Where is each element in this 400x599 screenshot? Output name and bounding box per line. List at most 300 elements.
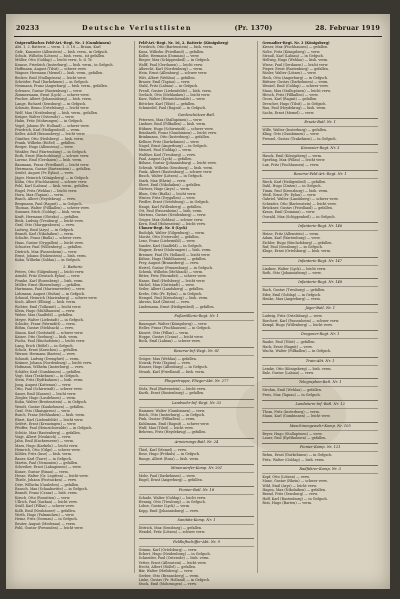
casualty-entry: Hellwig, Hugo (Wehlau) — bish. verm. — [262, 58, 329, 63]
casualty-entry: Rausch, Max (Schaaksvitte) — in Gefgsch. — [15, 487, 88, 492]
casualty-entry: Sperling, Max (Pillau) — leicht verw. — [262, 158, 326, 163]
casualty-entry: Wille, Walter (Insterburg) — gefallen. — [262, 127, 328, 132]
casualty-entry: Köhler, Fritz (Inse) — bish. verm. — [15, 452, 73, 457]
casualty-entry: Roth, Ernst (Bischofsburg) — schwer verw. — [15, 153, 90, 158]
casualty-entry: Nolte, Fritz (Königsberg) — verw. — [262, 49, 321, 54]
casualty-entry: Gerber, Otto (Braunsberg) — verm. — [138, 573, 200, 578]
unit-heading: Feld-Art.-Regt. Nr. 16, 2. Batterie (Königsberg) — [138, 41, 229, 45]
casualty-entry: Richter, Emil (Tolkemit) — leicht verw. — [15, 304, 82, 309]
casualty-entry: Kopf, Otto (Lötzen) — verw. — [262, 474, 310, 479]
casualty-entry: Winter, Fritz (Drygallen) — verw. — [138, 196, 196, 201]
casualty-entry: Haas, Gustav (Drygallen) — leicht verw. — [15, 240, 84, 245]
section-heading: Kürassier-Regt. Nr. 3 — [262, 144, 378, 153]
casualty-entry: Rieger, Max (Schippenbeil) — in Gefgsch. — [138, 58, 211, 63]
casualty-entry: Behrens, Fritz (Heydekrug) — gefallen. — [138, 430, 207, 435]
casualty-entry: Wendel, Fritz (Lötzen) — schwer verw. — [138, 530, 206, 535]
casualty-entry: Gross, Karl (Ragnit) — gefallen. — [262, 97, 318, 102]
unit-heading: Grenadier-Regt. Nr. 3 (Königsberg) — [262, 41, 330, 45]
casualty-entry: Brauer, Emil (Tapiau) — verw. — [138, 80, 191, 85]
section-heading: Radfahrer-Komp. Nr. 3 — [262, 465, 378, 474]
section-heading: Pionier-Batl. Nr. 18 — [139, 486, 255, 495]
casualty-entry: Kunze, Gustav (Rinau) — verm. — [15, 469, 69, 474]
casualty-entry: Lohse, Gustav (Lyck) — verm. — [138, 504, 191, 509]
casualty-entry: Raabe, Paul (Tilsit) — gefallen. — [262, 340, 316, 345]
casualty-entry: Manz, Gustav (Rhein) — schwer verw. — [262, 479, 328, 484]
casualty-entry: Maas, Max (Stallupönen) — leicht verw. — [262, 88, 331, 93]
casualty-entry: Wirth, Hugo (Palmnicken) — verw. — [15, 513, 75, 518]
casualty-entry: Gefr., Kanonier (Allenstein) — bish. verm., in Gefgsch. — [15, 49, 109, 54]
casualty-entry: Kunert, Otto (Pillau) — verm. — [138, 330, 190, 335]
casualty-entry: Busch, Albert (Heydekrug) — verw. — [15, 197, 76, 202]
casualty-entry: Ruf, Paul (Sensburg) — in Gefgsch. — [262, 245, 323, 250]
casualty-entry: Hack, Ernst (Ragnit) — verw. — [262, 344, 313, 349]
casualty-entry: Sauer, Emil (Kussen) — leicht verw. — [15, 391, 77, 396]
casualty-entry: Vetter, Ernst (Allenstein) — leicht verw. — [138, 560, 207, 565]
casualty-entry: Mann, Karl (Gumbinnen) — leicht verw. — [262, 414, 331, 419]
casualty-entry: Thomas, Walter (Pillkallen) — schwer verw. — [15, 206, 90, 211]
casualty-entry: Bär, Walter (Heilsberg) — verw. — [138, 569, 194, 574]
casualty-entry: Engel, Ernst (Angerburg) — gefallen. — [138, 478, 203, 483]
page-number: 20233 — [16, 24, 40, 32]
casualty-entry: Klein, Hugo (Mühlhausen) — verw. — [15, 308, 76, 313]
casualty-entry: Wiese, Paul (Gerdauen) — leicht verw. — [262, 62, 329, 67]
section-heading: Infanterie-Regt. Nr. 148 — [262, 278, 378, 287]
casualty-entry: Lange, Richard (Sensburg) — in Gefgsch. — [15, 101, 87, 106]
casualty-entry: Sander, Karl (Saalfeld) — in Gefgsch. — [138, 243, 203, 248]
casualty-entry: Kluge, Ernst (Ortelsburg) — bish. verm. — [262, 249, 332, 254]
casualty-entry: Winkler, Paul (Wartenburg) — in Gefgsch. — [15, 149, 87, 154]
section-heading: Ersatz-Batl. Nr. 1 — [262, 118, 378, 127]
casualty-entry: Pohl, Gustav (Powunden) — leicht verw. — [15, 526, 84, 531]
section-heading: Landsturm-Inf.-Batl. Nr. 12 — [262, 400, 378, 409]
casualty-entry: Sommer, Erich (Goldap) — bish. verm. — [15, 210, 82, 215]
casualty-entry: Ludwig, Emil (Arys) — in Gefgsch. — [15, 227, 75, 232]
casualty-entry: Sachs, Ernst (Memel) — verw. — [262, 110, 315, 115]
casualty-entry: Grimm, Karl (Ortelsburg) — verw. — [138, 547, 198, 552]
casualty-entry: Gerlach, Otto (Mehlauken) — leicht verw. — [138, 93, 211, 98]
casualty-entry: Beyer, Hugo (Stallupönen) — verw. — [262, 431, 323, 436]
casualty-entry: Peters, Otto (Gilgenburg) — leicht verw. — [15, 269, 85, 274]
casualty-entry: Schulte, Franz (Bialla) — schwer verw. — [15, 236, 82, 241]
casualty-entry: Krämer, Johann (Nordenburg) — leicht verw. — [15, 361, 92, 366]
casualty-entry: Kuhn, Wilhelm (Soldau) — in Gefgsch. — [15, 258, 81, 263]
casualty-entry: Hertel, Gustav (Frauenburg) — in Gefgsch. — [138, 265, 213, 270]
casualty-entry: Walther, Karl (Treuburg) — verw. — [138, 152, 196, 157]
casualty-entry: Frey, August (Braunsberg) — verw. — [138, 261, 199, 266]
casualty-entry: Graf, Otto (Marggrabowa) — verw. — [15, 223, 75, 228]
casualty-entry: Weber, Max (Saalfeld) — gefallen. — [15, 313, 74, 318]
casualty-entry: Kurz, Walter (Heinrichswalde) — verw. — [138, 97, 206, 102]
casualty-entry: Becker, Emil (Stallupönen) — leicht verw. — [15, 75, 87, 80]
casualty-entry: Gärtner, Hugo (Arys) — verm. — [138, 187, 191, 192]
casualty-entry: Hoff, Karl (Rastenburg) — in Gefgsch. — [262, 496, 328, 501]
casualty-entry: Pfeiffer, Paul (Heinrichswalde) — in Gefgsch. — [15, 426, 93, 431]
section-heading: Feldluftschiffer-Abt. Nr. 9 — [139, 538, 255, 547]
casualty-entry: Kraft, Hermann (Oletzko) — gefallen. — [15, 214, 80, 219]
casualty-entry: Hartmann, Paul (Marienwerder) — verw. — [15, 287, 86, 292]
section-heading: Minenwerfer-Komp. Nr. 201 — [139, 464, 255, 473]
casualty-entry: Wolf, Max (Neidenburg) — bish. verm., gefallen. — [15, 110, 99, 115]
casualty-entry: Kolb, Emil (Neuhäuser) — gefallen. — [15, 508, 76, 513]
casualty-entry: Wulf, Max (Tilsit) — leicht verw. — [138, 426, 194, 431]
casualty-entry: Hoppe, Gustav (Cranz) — leicht verw. — [138, 335, 204, 339]
casualty-entry: Hofmann, Wilhelm (Insterburg) — verw. — [15, 365, 84, 370]
casualty-entry: Keller, Adolf (Braunsberg) — leicht verw. — [15, 132, 86, 137]
casualty-entry: Schenk, Wilhelm (Mehlsack) — verm. — [138, 269, 204, 274]
casualty-entry: Ahrens, Karl (Zinten) — verw. — [138, 300, 190, 305]
casualty-entry: Michel, Max (Guttstadt) — verw. — [138, 282, 195, 287]
casualty-entry: Herrmann, Gustav (Bartenstein) — gefallen. — [15, 166, 92, 171]
casualty-entry: Wild, Emil (Arys) — leicht verw. — [262, 483, 317, 488]
casualty-entry: Lindemann, Ernst (Heiligenbeil) — gefallen. — [138, 304, 215, 309]
casualty-entry: Ernst, Johann (Hohenstein) — bish. verm. — [15, 253, 87, 258]
casualty-entry: Paul, August (Lyck) — gefallen. — [138, 156, 193, 161]
casualty-entry: Fritz, Walter (Goldap) — bish. verm. — [262, 457, 325, 462]
casualty-entry: Heine, Fritz (Allenstein) — verm. — [262, 232, 320, 236]
casualty-entry: Martin, Paul (Nemonien) — gefallen. — [15, 461, 79, 465]
casualty-entry: Wagner, Hermann (Memel) — bish. verm., gefallen. — [15, 71, 104, 76]
casualty-entry: Hagen, Max (Nikolaiken) — gefallen. — [262, 487, 326, 492]
casualty-entry: Baumgart, Walter (Königsberg) — verw. — [138, 321, 208, 326]
casualty-entry: Busch, Franz (Mehlauken) — bish. verm. — [15, 413, 86, 418]
casualty-entry: Büttner, Gustav (Darkehmen) — verm. — [262, 80, 329, 85]
casualty-entry: Schuster, Paul (Willenberg) — gefallen. — [15, 245, 83, 250]
casualty-entry: Reinhardt, Franz (Gumbinnen) — leicht verw. — [138, 130, 217, 135]
casualty-entry: Seidl, Karl (Pillau) — schwer verw. — [15, 504, 75, 509]
casualty-entry: Baumann, Franz (Friedland) — leicht verw. — [15, 162, 90, 167]
casualty-entry: Fuchs, Paul (Bischofstein) — leicht verw. — [15, 339, 86, 344]
casualty-entry: Runge, Albert (Russ) — bish. verm. — [138, 456, 200, 461]
casualty-entry: Petersen, Max (Stallupönen) — verw. — [138, 117, 203, 122]
casualty-entry: Kunz, Wilhelm (Friedland) — gefallen. — [138, 49, 205, 54]
casualty-entry: Kieser, Max (Fischhausen) — gefallen. — [262, 45, 329, 50]
casualty-entry: Thom, Fritz (Insterburg) — verm. — [262, 409, 320, 414]
casualty-entry: Schütz, Max (Rautenberg) — gefallen. — [15, 430, 81, 435]
casualty-entry: Oswald, Max (Schippenbeil) — in Gefgsch. — [262, 214, 336, 219]
casualty-entry: Schmiedel, Paul (Ragnit) — in Gefgsch. — [138, 106, 207, 111]
casualty-entry: Engel, Fritz (Wehlau) — leicht verw. — [15, 188, 78, 193]
casualty-entry: Seiler, Albert (Landsberg) — gefallen. — [138, 287, 204, 292]
casualty-entry: Lang, Erich (Rößel) — in Gefgsch. — [15, 343, 74, 348]
casualty-entry: Reich, Otto (Insterburg) — in Gefgsch. — [138, 413, 206, 418]
casualty-entry: Schröder, Paul (Darkehmen) — in Gefgsch. — [15, 80, 89, 85]
casualty-entry: Jäger, Heinrich (Königsberg) — in Gefgsch. — [15, 175, 90, 180]
casualty-entry: Eckert, Hugo (Neidenburg) — in Gefgsch. — [138, 551, 211, 556]
casualty-entry: Zimmermann, Ernst (Lyck) — schwer verw. — [15, 93, 90, 98]
casualty-entry: Timm, Paul (Kreuzburg) — bish. verm. — [262, 188, 329, 193]
casualty-entry: Marx, Hugo (Karkeln) — leicht verw. — [15, 443, 79, 448]
section-heading: Jäger-Batl. Nr. 1 — [262, 304, 378, 313]
casualty-entry: Preis, Max (Tapiau) — in Gefgsch. — [262, 392, 321, 397]
casualty-entry: Scholz, Ernst (Korschen) — gefallen. — [15, 348, 79, 353]
casualty-entry: Rieck, Karl (Heiligenbeil) — gefallen. — [262, 179, 327, 184]
section-heading: Reserve-Inf.-Regt. Nr. 81 — [139, 347, 255, 356]
casualty-entry: Menzel, Paul (Goldap) — verm. — [138, 148, 193, 153]
casualty-entry: Bauer, Karl (Tawe) — in Gefgsch. — [15, 456, 72, 461]
casualty-entry: Ebert, Karl (Liebenfelde) — leicht verw. — [15, 417, 84, 422]
casualty-entry: Böhm, Gustav (Mehlsack) — verw. — [15, 326, 74, 331]
casualty-entry: Hübner, Hugo (Schirwindt) — schwer verw. — [138, 126, 214, 131]
casualty-entry: Friedrich, Karl (Heiligenbeil) — verm. — [15, 127, 81, 132]
casualty-entry: Beck, Ludwig (Treuburg) — leicht verw. — [15, 219, 84, 224]
section-heading: Dragoner-Regt. Nr. 1 — [262, 330, 378, 339]
casualty-entry: Franke, Karl (Rosenberg) — bish. verm. — [15, 278, 84, 283]
casualty-entry: Nagel, Ernst (Angerburg) — in Gefgsch. — [138, 143, 208, 148]
casualty-entry: Nowak, Fritz (Tapiau) — verw. — [138, 361, 191, 366]
casualty-entry: Jung, August (Kattenau) — verw. — [15, 382, 72, 387]
casualty-entry: Borchert, Karl (Passenheim) — schwer verw. — [262, 318, 340, 323]
casualty-entry: Dietrich, Max (Passenheim) — verw. — [15, 249, 78, 254]
casualty-entry: Stock, Emil (Mohrungen) — verw. — [138, 582, 197, 587]
casualty-entry: Hammer, Walter (Gumbinnen) — verw. — [138, 408, 206, 413]
casualty-entry: Lenz, Franz (Liebemühl) — verw. — [138, 239, 196, 244]
casualty-entry: Hirsch, Fritz (Pillkallen) — verw. — [262, 93, 319, 98]
subsection-heading: 2. Batterie — [63, 264, 83, 269]
casualty-entry: Neumann, Franz (Angerburg) — bish. verm., gefallen. — [15, 84, 108, 89]
casualty-entry: Gröger, Max (Wehlau) — gefallen. — [138, 356, 197, 361]
casualty-entry: Dörr, Wilhelm (Gauleden) — gefallen. — [15, 482, 80, 487]
casualty-entry: Eichler, Hugo (Bischofsburg) — gefallen. — [262, 240, 333, 245]
casualty-entry: Fiedler, Ernst (Ortelsburg) — in Gefgsch. — [138, 200, 210, 205]
casualty-entry: Wolff, Paul (Gerdauen) — leicht verw. — [138, 62, 203, 67]
casualty-entry: Ullrich, Paul (Sarkau) — leicht verw. — [15, 500, 78, 505]
casualty-entry: Schwab, Wilhelm (Sensburg) — bish. verm. — [138, 165, 214, 170]
casualty-entry: Hecht, Albert (Rößel) — gefallen. — [138, 564, 197, 569]
casualty-entry: Brand, Fritz (Sensburg) — verw. — [262, 492, 318, 497]
casualty-entry: Stahl, Fritz (Labiau) — in Gefgsch. — [138, 84, 199, 89]
casualty-entry: Blum, Otto (Bialla) — leicht verw. — [138, 191, 197, 196]
casualty-entry: Arnold, Fritz (Deutsch Eylau) — verw. — [15, 274, 81, 279]
casualty-entry: Strohm, Emil (Wehlau) — gefallen. — [262, 388, 322, 393]
casualty-entry: Wendt, Gustav (Kaukehmen) — gefallen. — [15, 404, 85, 409]
casualty-entry: Brückner, Gustav (Friedland) — gefallen. — [262, 205, 333, 210]
casualty-entry: Kraus, Emil (Domnau) — verw. — [262, 210, 316, 215]
casualty-entry: Lehmann, August (Stuhm) — in Gefgsch. — [15, 291, 86, 296]
casualty-entry: Hein, Ernst (Allenburg) — schwer verw. — [138, 71, 208, 76]
casualty-entry: Frank, Wilhelm (Rößel) — gefallen. — [15, 140, 76, 145]
casualty-entry: Kurth, Ernst (Rastenburg) — gefallen. — [138, 391, 205, 396]
section-heading: Armierungs-Batl. Nr. 24 — [139, 438, 255, 447]
section-heading: Pionier-Komp. Nr. 121 — [262, 443, 378, 452]
casualty-entry: Brandt, Karl (Nikolaiken) — verm. — [15, 232, 74, 237]
casualty-entry: Rehm, Ernst (Darkehmen) — in Gefgsch. — [262, 453, 333, 458]
column-1 — [15, 41, 135, 573]
unit-heading: Ostpreußisches Feld-Art.-Regt. Nr. 1 (Gumbinnen) — [15, 41, 111, 45]
casualty-entry: Weiß, Ernst (Pr. Eylau) — verw. — [262, 192, 317, 197]
casualty-entry: Brenner, Paul (Pr. Holland) — leicht verw. — [138, 252, 211, 257]
casualty-entry: Wachs, Walter (Pillkallen) — in Gefgsch. — [262, 349, 332, 354]
casualty-entry: Strauß, Karl (Labiau) — in Gefgsch. — [262, 54, 324, 59]
casualty-entry: Stolz, Paul (Bartenstein) — leicht verw. — [138, 387, 206, 392]
casualty-entry: Berger, Hugo (Allenstein) — verw. — [15, 145, 74, 150]
casualty-entry: Böttcher, Karl (Tilsit) — gefallen. — [138, 101, 196, 106]
casualty-entry: Kling, Otto (Gumbinnen) — verw. — [262, 132, 320, 137]
casualty-entry: Lindner, Emil (Pillkallen) — bish. verm. — [138, 122, 207, 127]
casualty-entry: Vogel, Johann (Pr. Holland) — schwer verw. — [15, 123, 90, 128]
casualty-entry: Friedrich, Otto (Bartenstein) — bish. verm. — [138, 45, 213, 50]
casualty-entry: Rudolph, Walter (Gilgenburg) — verm. — [138, 230, 205, 235]
casualty-entry: Hoffmann, August (Tilsit) — schwer verw. — [15, 67, 87, 72]
casualty-entry: Kellner, Fritz (Darkehmen) — verw. — [138, 139, 200, 144]
casualty-entry: Reuter, August (Medenau) — verm. — [15, 521, 76, 526]
text-columns — [15, 41, 381, 587]
casualty-entry: Kuhlmann, Emil (Ragnit) — schwer verw. — [138, 421, 210, 426]
casualty-entry: Kirsch, Otto (Rossitten) — verw. — [15, 495, 71, 500]
publication-title: Deutsche Verlustlisten — [82, 24, 192, 32]
casualty-entry: Schäfer, Karl (Gumbinnen) — gefallen. — [15, 369, 82, 374]
casualty-entry: Straub, Karl (Friedland) — bish. verm. — [138, 369, 205, 374]
casualty-entry: Schmid, Heinrich (Marienburg) — schwer verw. — [15, 295, 98, 300]
newspaper-page — [6, 14, 390, 589]
casualty-entry: Ebert, Emil (Nikolaiken) — gefallen. — [138, 183, 202, 187]
casualty-entry: Preuß, Gustav (Liebenfelde) — bish. verm. — [138, 88, 212, 93]
casualty-entry: Geiger, Max (Soldau) — schwer verw. — [138, 217, 204, 222]
casualty-entry: Schulze, Franz (Wormditt) — verm. — [15, 322, 76, 326]
casualty-entry: Reis, Hugo (Barten) — verm. — [262, 501, 313, 505]
casualty-entry: Stein, Fritz (Eydtkuhnen) — bish. verm. — [15, 378, 84, 383]
casualty-entry: Balz, Gustav (Labiau) — verw. — [262, 370, 314, 375]
casualty-entry: Kolbe, Hermann (Domnau) — verw. — [138, 54, 200, 59]
casualty-entry: Hahn, Fritz (Mohrungen) — in Gefgsch. — [15, 119, 84, 124]
casualty-entry: Mohr, Paul (Darkehmen) — verw. — [138, 473, 196, 478]
casualty-entry: Jahn, Emil (Kuckerneese) — verm. — [15, 439, 75, 444]
casualty-entry: Kühn, Otto (Fischhausen) — schwer verw. — [15, 180, 88, 184]
section-heading: Fliegertruppe, Flieger-Abt. Nr. 277 — [139, 377, 255, 386]
casualty-entry: Hempel, Paul (Kreuzburg) — bish. verm. — [138, 295, 209, 300]
casualty-entry: Haase, Emil (Heilsberg) — leicht verw. — [138, 278, 206, 283]
section-heading: Telegraphen-Batl. Nr. 1 — [262, 378, 378, 387]
casualty-entry: Fink, Gustav (Pillkallen) — verm. — [138, 417, 196, 422]
casualty-entry: Otto, Paul (Schirwindt) — schwer verw. — [15, 387, 83, 392]
page-header — [16, 22, 380, 34]
casualty-entry: Ritter, Fritz (Wormditt) — schwer verw. — [138, 274, 207, 279]
casualty-entry: Busch, Walter (Lötzen) — in Gefgsch. — [138, 174, 203, 179]
casualty-entry: Heller, Franz (Fischhausen) — in Gefgsch. — [138, 326, 212, 331]
subsection-heading: Gardeschützen-Batl. — [177, 112, 216, 117]
casualty-entry: Brinkmann, Otto (Insterburg) — gefallen. — [138, 135, 210, 140]
casualty-entry: Seidel, August (Pr. Eylau) — verw. — [15, 171, 74, 176]
casualty-entry: Voigt, Albert (Neukirch) — verw. — [15, 434, 72, 439]
casualty-entry: Hennig, Otto (Treuburg) — in Gefgsch. — [138, 499, 206, 504]
casualty-entry: Gabriel, Walter (Landsberg) — schwer verw. — [262, 197, 339, 202]
casualty-entry: Hauck, Emil (Königsberg) — verm. — [262, 153, 323, 158]
casualty-entry: Wenzel, Emil (Goldap) — schwer verw. — [262, 84, 329, 89]
casualty-entry: Heinz, Fritz (Germau) — in Gefgsch. — [15, 517, 78, 522]
casualty-entry: Vogt, Max (Trakehnen) — in Gefgsch. — [15, 374, 80, 379]
casualty-entry: Krüger, Walter (Osterode) — verw. — [15, 114, 75, 119]
casualty-entry: Lauer, Paul (Eydtkuhnen) — gefallen. — [262, 435, 327, 440]
issue-date: 28. Februar 1919 — [315, 24, 380, 32]
casualty-entry: Müller, Otto (Goldap) — leicht verw., b. d. Tr. — [15, 58, 93, 63]
casualty-entry: Fischer, Albert (Johannisburg) — bish. verm. — [15, 97, 92, 102]
casualty-entry: Pieper, Ernst (Rastenburg) — gefallen. — [262, 67, 329, 72]
casualty-entry: Albrecht, Karl (Nordenburg) — verm. — [138, 67, 204, 72]
casualty-entry: Rau, Paul (Heydekrug) — bish. verm. — [262, 106, 327, 111]
casualty-entry: Abt. 1, 2. Batterie — verm. 1. 3. 18 — Braun, Karl — [15, 45, 101, 50]
casualty-entry: Linke, Gustav (Pr. Holland) — in Gefgsch. — [138, 578, 211, 582]
casualty-entry: Koch, Albert (Elbing) — bish. verm. — [15, 300, 77, 305]
casualty-entry: Bergmann, Paul (Ragnit) — in Gefgsch. — [15, 201, 83, 206]
section-heading: Fußartillerie-Regt. Nr. 1 — [139, 312, 255, 321]
casualty-entry: Henke, Max (Angerburg) — verm. — [262, 297, 321, 302]
casualty-entry: Rösler, Walter (Lötzen) — verw. — [262, 71, 317, 76]
casualty-entry: Lux, Fritz (Fischhausen) — verw. — [262, 162, 320, 167]
casualty-entry: Adam, Karl (Wartenburg) — verw. — [262, 236, 321, 241]
casualty-entry: Lindner, Walter (Lyck) — leicht verw. — [262, 266, 327, 271]
casualty-entry: Kern, Emil (Hohenstein) — leicht verw. — [138, 222, 206, 227]
casualty-entry: Krebs, Otto (Pr. Eylau) — in Gefgsch. — [138, 291, 203, 296]
section-heading: Train-Abt. Nr. 1 — [262, 357, 378, 366]
casualty-entry: Ziegler, Hugo (Lasdehnen) — verm. — [15, 395, 77, 400]
casualty-entry: Mertens, Gustav (Neidenburg) — verw. — [138, 213, 207, 218]
casualty-entry: Thiele, Johann (Postnicken) — verw. — [15, 478, 77, 483]
casualty-entry: Moritz, Otto (Osterode) — gefallen. — [138, 235, 200, 240]
casualty-entry: Schmitt, Ludwig (Drengfurt) — verm. — [15, 356, 80, 361]
casualty-entry: Kempf, Hugo (Willenberg) — leicht verw. — [262, 323, 333, 328]
casualty-entry: Heinrich, Otto (Gilge) — schwer verw. — [15, 447, 81, 452]
section-heading: Maschinengewehr-Komp. Nr. 105 — [262, 422, 378, 431]
casualty-entry: Schade, Walter (Goldap) — leicht verw. — [138, 495, 207, 500]
casualty-entry: Thiel, Karl (Memel) — verw. — [138, 447, 187, 452]
casualty-entry: Kuhn, Walter (Breitenstein) — in Gefgsch. — [15, 400, 88, 405]
casualty-entry: Schwarz, Gustav (Rastenburg) — verw. — [15, 88, 83, 93]
casualty-entry: Haupt, Karl (Willenberg) — gefallen. — [138, 204, 202, 209]
casualty-entry: Ott, Paul (Passenheim) — bish. verm. — [138, 209, 203, 214]
section-heading: Infanterie-Regt. Nr. 146 — [262, 222, 378, 231]
section-heading: Sanitäts-Komp. Nr. 1 — [139, 516, 255, 525]
casualty-entry: Brandt, Franz (Cranz) — bish. verm. — [15, 491, 78, 496]
casualty-entry: Kaiser, Otto (Seeburg) — bish. verm. — [15, 335, 79, 340]
casualty-entry: Krause, Friedrich (Insterburg) — bish. verm., in Gefgsch. — [15, 62, 114, 67]
casualty-entry: Funk, Albert (Rastenburg) — schwer verw. — [138, 169, 213, 174]
casualty-entry: Dittrich, Max (Sensburg) — gefallen. — [138, 525, 203, 530]
casualty-entry: Werner, Hermann (Barten) — verw. — [15, 352, 76, 357]
casualty-entry: Rose, Hugo (Prökuls) — in Gefgsch. — [138, 452, 201, 457]
casualty-entry: Lemke, Otto (Königsberg) — bish. verm. — [262, 366, 332, 371]
casualty-entry: Wagner, Ernst (Mohrungen) — bish. verm. — [138, 248, 212, 253]
issue-number: (Pr. 1370) — [234, 24, 273, 32]
unit-heading: Ulanen-Regt. Nr. 8 (Lyck) — [138, 226, 188, 231]
section-heading: Landwehr-Inf.-Regt. Nr. 33 — [139, 399, 255, 408]
casualty-entry: Pohl, Karl (Labiau) — bish. verm., gefallen. — [15, 184, 90, 189]
casualty-entry: Ludwig, Fritz (Ortelsburg) — verw. — [262, 314, 323, 319]
casualty-entry: Seifert, Ernst (Kreuzingen) — verw. — [15, 421, 77, 426]
casualty-entry: Frenzel, Gustav (Trakehnen) — in Gefgsch. — [262, 136, 337, 141]
casualty-entry: Kopp, Emil (Johannisburg) — verw. — [138, 508, 199, 513]
casualty-entry: Möller, Ernst (Riesenburg) — gefallen. — [15, 282, 82, 287]
column-2 — [138, 41, 259, 587]
casualty-entry: Schmitz, Bruno (Ortelsburg) — leicht verw. — [15, 106, 90, 111]
casualty-entry: Hesse, Walter (Gr. Legitten) — leicht verw. — [15, 474, 89, 479]
casualty-entry: Eder, Emil (Goldap) — in Gefgsch. — [262, 292, 322, 297]
casualty-entry: Kühne, Hugo (Mühlhausen) — gefallen. — [138, 256, 207, 261]
casualty-entry: Witt, Albert (Wehlau) — gefallen. — [138, 75, 196, 80]
casualty-entry: Schrader, Otto (Bartenstein) — leicht verw. — [262, 201, 337, 206]
casualty-entry: Böhme, Gustav (Johannisburg) — leicht verw. — [138, 161, 217, 166]
casualty-entry: Heck, Otto (Angerburg) — in Gefgsch. — [262, 75, 329, 80]
casualty-entry: Schulz, Wilhelm (Lötzen) — bish. verm., ist gefallen. — [15, 54, 106, 59]
casualty-entry: Meyer, Walter (Liebstadt) — in Gefgsch. — [15, 317, 84, 322]
casualty-entry: Drescher, Hugo (Tilsit) — in Gefgsch. — [262, 101, 327, 106]
column-3 — [262, 41, 381, 573]
casualty-entry: Graf, Otto (Skaisgirren) — verw. — [15, 408, 71, 413]
casualty-entry: Dahl, Hugo (Zinten) — in Gefgsch. — [262, 184, 322, 189]
casualty-entry: Lorenz, Emil (Gerdauen) — bish. verm. — [15, 158, 83, 163]
casualty-entry: Stark, Max (Rhein) — verw. — [138, 178, 187, 183]
casualty-entry: Schreiber, Ernst (Labagienen) — verw. — [15, 465, 82, 470]
section-heading: Infanterie-Regt. Nr. 147 — [262, 257, 378, 266]
casualty-entry: Schneider, Paul (Osterode) — bish. verm. — [138, 556, 210, 561]
